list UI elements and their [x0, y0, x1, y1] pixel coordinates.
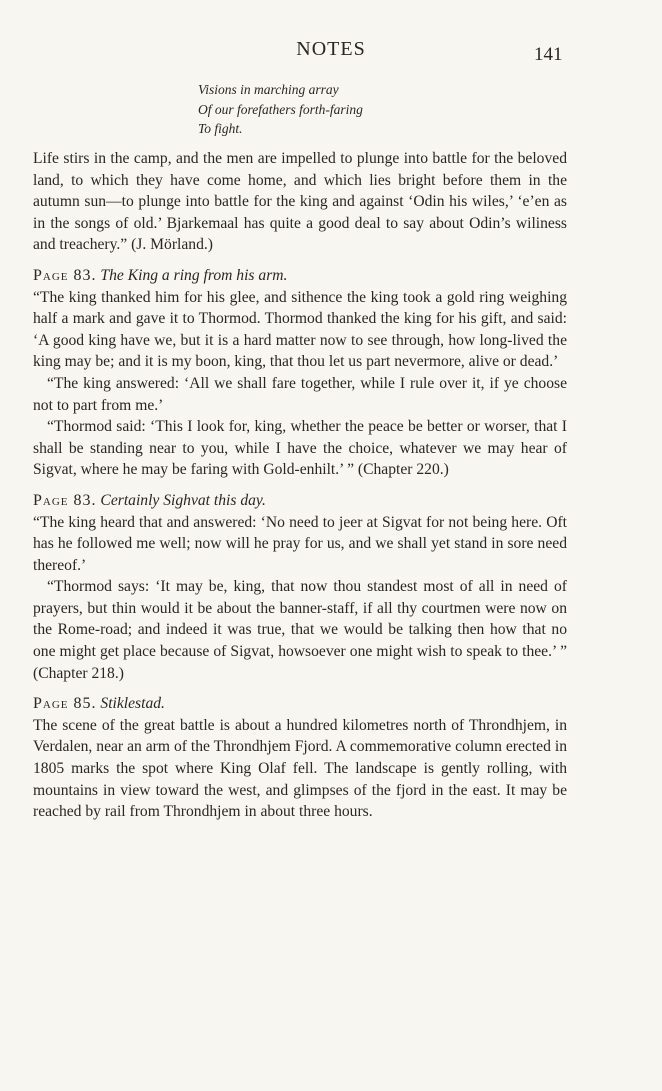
note-paragraph: “The king heard that and answered: ‘No need to jeer at Sigvat for not being here. Oft has he followed me well; now will he pray for us, and we shall yet stand in sore need thereof.’ [33, 513, 567, 574]
running-head: NOTES [296, 38, 366, 60]
notes-body [33, 148, 567, 823]
note-title: The King a ring from his arm. [100, 266, 288, 284]
note-section [33, 265, 567, 481]
page-reference: Page 83. [33, 491, 97, 509]
note-title: Certainly Sighvat this day. [100, 491, 266, 509]
note-reference [33, 693, 567, 715]
note-reference [33, 490, 567, 512]
note-section [33, 490, 567, 684]
page-number: 141 [534, 44, 563, 65]
intro-paragraph: Life stirs in the camp, and the men are impelled to plunge into battle for the beloved land, to which they have come home, and which lies bright before them in the autumn sun—to plunge into battle for the king and against ‘Odin his wiles,’ ‘e’en as in the songs of old.’ Bjarkemaal has quite a good deal to say about Odin’s wiliness and treachery.” (J. Mörland.) [33, 150, 567, 254]
note-reference [33, 265, 567, 287]
note-title: Stiklestad. [100, 695, 165, 713]
note-paragraph: “The king answered: ‘All we shall fare together, while I rule over it, if ye choose not to part from me.’ [33, 374, 567, 414]
verse-line: Of our forefathers forth-faring [198, 101, 363, 117]
note-section [33, 693, 567, 823]
note-paragraph: “Thormod says: ‘It may be, king, that now thou standest most of all in need of prayers, but thin would it be about the banner-staff, if all thy courtmen were now on the Rome-road; and indeed it was true, that we would be talking then how that no one might get place because of Sigvat, howsoever one might wish to speak to thee.’ ” (Chapter 218.) [33, 578, 567, 682]
verse-line: To fight. [198, 121, 243, 136]
verse-line: Visions in marching array [198, 82, 339, 97]
note-paragraph: “The king thanked him for his glee, and sithence the king took a gold ring weighing half a mark and gave it to Thormod. Thormod thanked the king for his gift, and said: ‘A good king have we, but it is a hard matter now to see through, how long-lived the king may be; and it is my boon, king, that thou let us part nevermore, alive or dead.’ [33, 288, 567, 371]
note-paragraph: The scene of the great battle is about a hundred kilometres north of Throndhjem, in Verdalen, near an arm of the Throndhjem Fjord. A commemorative column erected in 1805 marks the spot where King Olaf fell. The landscape is gently rolling, with mountains in view toward the west, and glimpses of the fjord in the east. It may be reached by rail from Throndhjem in about three hours. [33, 716, 567, 821]
page-reference: Page 85. [33, 695, 97, 713]
verse-quote [198, 80, 363, 139]
note-paragraph: “Thormod said: ‘This I look for, king, whether the peace be better or worser, that I shall be standing near to you, while I have the choice, whatever we may hear of Sigvat, where he may be faring with Gold-enhilt.’ ” (Chapter 220.) [33, 418, 567, 479]
page-reference: Page 83. [33, 266, 97, 284]
